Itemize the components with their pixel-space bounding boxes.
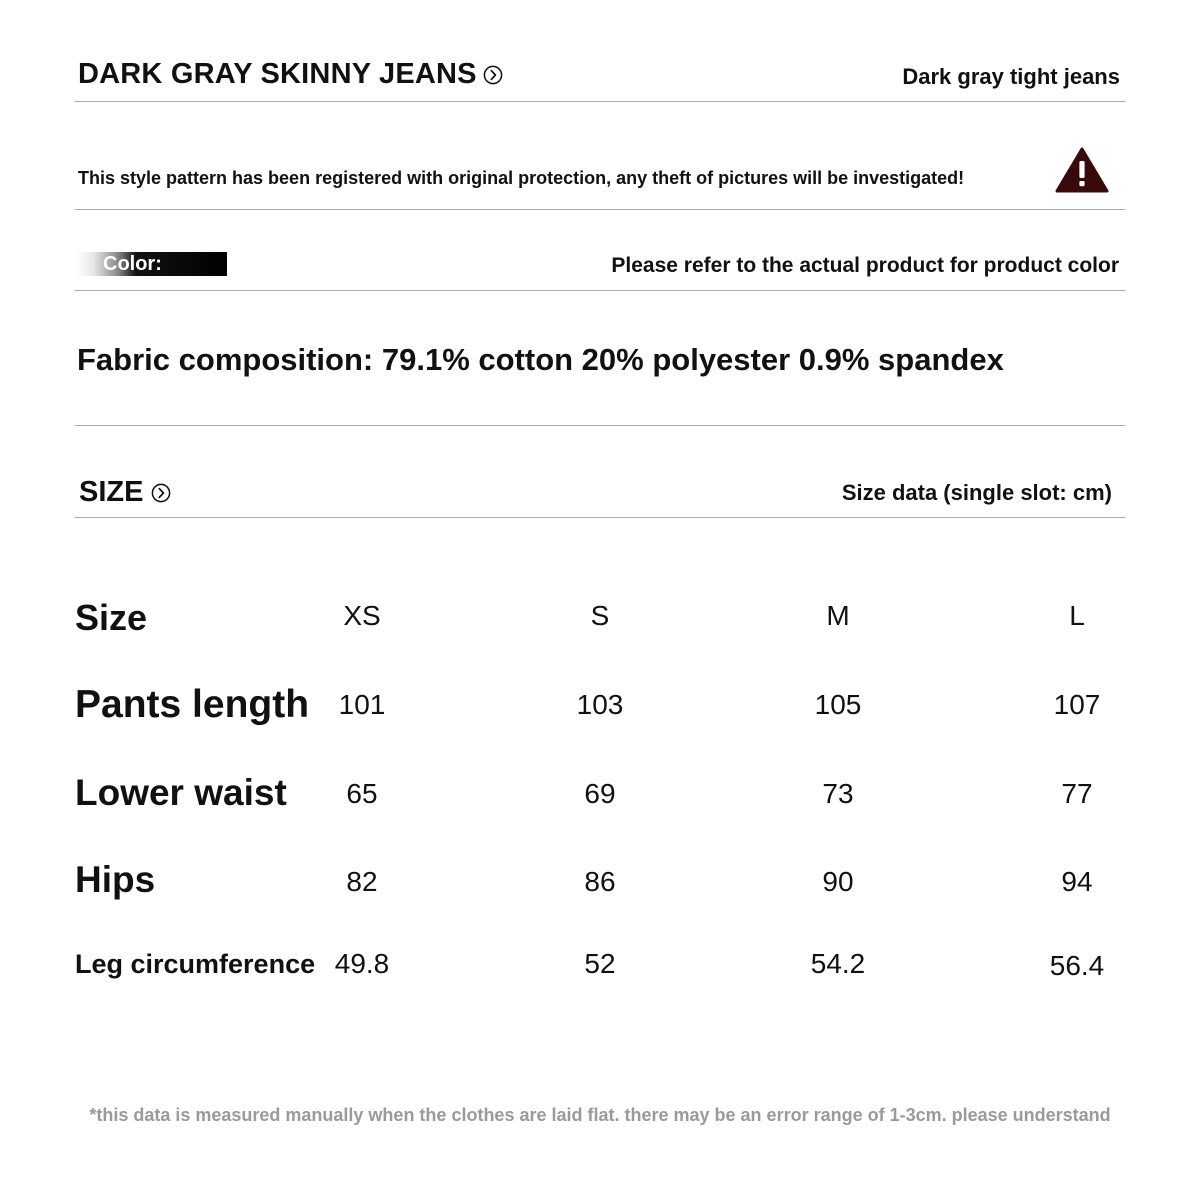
table-cell: 65	[346, 778, 378, 809]
size-column-header: XS	[343, 600, 381, 631]
row-label-pants-length: Pants length	[75, 683, 310, 726]
divider	[75, 425, 1125, 426]
row-label-lower-waist: Lower waist	[75, 772, 287, 813]
size-column-header: S	[590, 600, 610, 631]
table-cell: 52	[584, 948, 616, 979]
table-cell: 49.8	[334, 948, 390, 979]
table-cell: 82	[346, 866, 378, 897]
size-column-header: M	[826, 600, 850, 631]
table-cell: 56.4	[1049, 950, 1105, 981]
divider	[75, 101, 1125, 102]
table-cell: 86	[584, 866, 616, 897]
table-cell: 103	[576, 689, 624, 720]
chevron-right-circle-icon	[483, 65, 503, 85]
divider	[75, 290, 1125, 291]
copyright-notice: This style pattern has been registered with original protection, any theft of pictures will be investigated!	[78, 168, 965, 188]
size-section-title	[79, 476, 171, 509]
table-cell: 107	[1053, 689, 1101, 720]
table-cell: 69	[584, 778, 616, 809]
page-title-text: DARK GRAY SKINNY JEANS	[78, 58, 477, 90]
table-cell: 90	[822, 866, 854, 897]
divider	[75, 209, 1125, 210]
table-cell: 94	[1061, 866, 1093, 897]
chevron-right-circle-icon	[151, 483, 171, 503]
warning-triangle-icon	[1054, 146, 1110, 194]
color-note: Please refer to the actual product for product color	[611, 254, 1119, 277]
page-title	[78, 58, 503, 91]
product-subtitle: Dark gray tight jeans	[902, 64, 1120, 89]
table-cell: 77	[1061, 778, 1093, 809]
table-cell: 54.2	[810, 948, 866, 979]
size-header-label: Size	[75, 597, 148, 638]
divider	[75, 517, 1125, 518]
table-cell: 73	[822, 778, 854, 809]
fabric-composition: Fabric composition: 79.1% cotton 20% polyester 0.9% spandex	[77, 342, 1004, 377]
size-section-title-text: SIZE	[79, 476, 144, 508]
table-cell: 105	[814, 689, 862, 720]
size-unit-note: Size data (single slot: cm)	[841, 480, 1112, 505]
table-cell: 101	[338, 689, 386, 720]
color-label-text: Color:	[103, 252, 162, 275]
row-label-leg-circumference: Leg circumference	[75, 949, 316, 979]
row-label-hips: Hips	[75, 859, 156, 900]
size-column-header: L	[1069, 600, 1085, 631]
color-label	[75, 252, 227, 276]
measurement-footnote: *this data is measured manually when the clothes are laid flat. there may be an error range of 1-3cm. please understand	[89, 1105, 1111, 1125]
